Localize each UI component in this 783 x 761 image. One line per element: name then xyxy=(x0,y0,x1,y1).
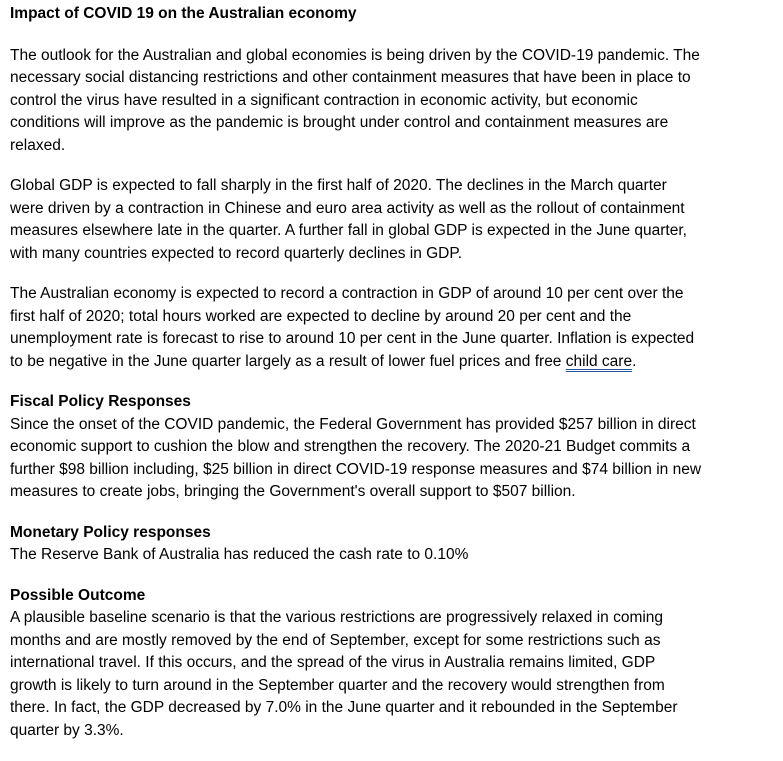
australia-line: unemployment rate is forecast to rise to around 10 per cent in the June quarter. Inflation is expected xyxy=(10,330,695,347)
child-care-text: child care xyxy=(565,352,633,370)
document-title: Impact of COVID 19 on the Australian economy xyxy=(10,5,357,22)
fiscal-paragraph xyxy=(10,414,780,504)
outcome-line: international travel. If this occurs, and the spread of the virus in Australia remains limited, GDP xyxy=(10,654,656,671)
spacer xyxy=(10,265,780,283)
intro-line: necessary social distancing restrictions and other containment measures that have been in place to xyxy=(10,69,691,86)
fiscal-heading: Fiscal Policy Responses xyxy=(10,393,191,410)
outcome-line: months and are mostly removed by the end of September, except for some restrictions such as xyxy=(10,631,661,649)
australia-line: The Australian economy is expected to record a contraction in GDP of around 10 per cent over the xyxy=(10,285,684,302)
australia-paragraph xyxy=(10,283,780,373)
fiscal-line: economic support to cushion the blow and strengthen the recovery. The 2020-21 Budget commits a xyxy=(10,438,691,455)
global-line: Global GDP is expected to fall sharply in the first half of 2020. The declines in the March quarter xyxy=(10,177,667,194)
global-gdp-paragraph xyxy=(10,175,780,265)
australia-line-last xyxy=(10,351,780,374)
intro-line: relaxed. xyxy=(10,136,66,154)
global-line: were driven by a contraction in Chinese and euro area activity as well as the rollout of containment xyxy=(10,199,685,217)
intro-line: The outlook for the Australian and global economies is being driven by the COVID-19 pandemic. The xyxy=(10,46,700,64)
global-line: measures elsewhere late in the quarter. A further fall in global GDP is expected in the June quarter, xyxy=(10,222,687,239)
fiscal-line: further $98 billion including, $25 billion in direct COVID-19 response measures and $74 billion in new xyxy=(10,460,702,478)
spacer xyxy=(10,373,780,391)
fiscal-line: Since the onset of the COVID pandemic, the Federal Government has provided $257 billion in direct xyxy=(10,415,696,433)
spacer xyxy=(10,504,780,522)
spacer xyxy=(10,26,780,45)
intro-paragraph xyxy=(10,45,780,158)
spacer xyxy=(10,567,780,585)
outcome-line: growth is likely to turn around in the September quarter and the recovery would strengthen from xyxy=(10,676,665,694)
outcome-heading: Possible Outcome xyxy=(10,586,146,604)
spacer xyxy=(10,157,780,175)
australia-line-suffix: . xyxy=(632,352,637,370)
document-body xyxy=(10,3,780,742)
global-line: with many countries expected to record quarterly declines in GDP. xyxy=(10,244,463,262)
australia-line-prefix: to be negative in the June quarter largely as a result of lower fuel prices and free xyxy=(10,352,566,370)
outcome-line: there. In fact, the GDP decreased by 7.0% in the June quarter and it rebounded in the September xyxy=(10,699,678,716)
fiscal-line: measures to create jobs, bringing the Government's overall support to $507 billion. xyxy=(10,483,576,500)
intro-line: control the virus have resulted in a significant contraction in economic activity, but economic xyxy=(10,91,638,109)
monetary-line: The Reserve Bank of Australia has reduced the cash rate to 0.10% xyxy=(10,546,469,563)
outcome-line: A plausible baseline scenario is that the various restrictions are progressively relaxed in coming xyxy=(10,609,664,626)
monetary-paragraph xyxy=(10,544,780,567)
outcome-paragraph xyxy=(10,607,780,742)
outcome-line: quarter by 3.3%. xyxy=(10,721,124,739)
monetary-heading: Monetary Policy responses xyxy=(10,523,211,541)
australia-line: first half of 2020; total hours worked are expected to decline by around 20 per cent and the xyxy=(10,307,632,325)
intro-line: conditions will improve as the pandemic is brought under control and containment measures are xyxy=(10,114,669,131)
